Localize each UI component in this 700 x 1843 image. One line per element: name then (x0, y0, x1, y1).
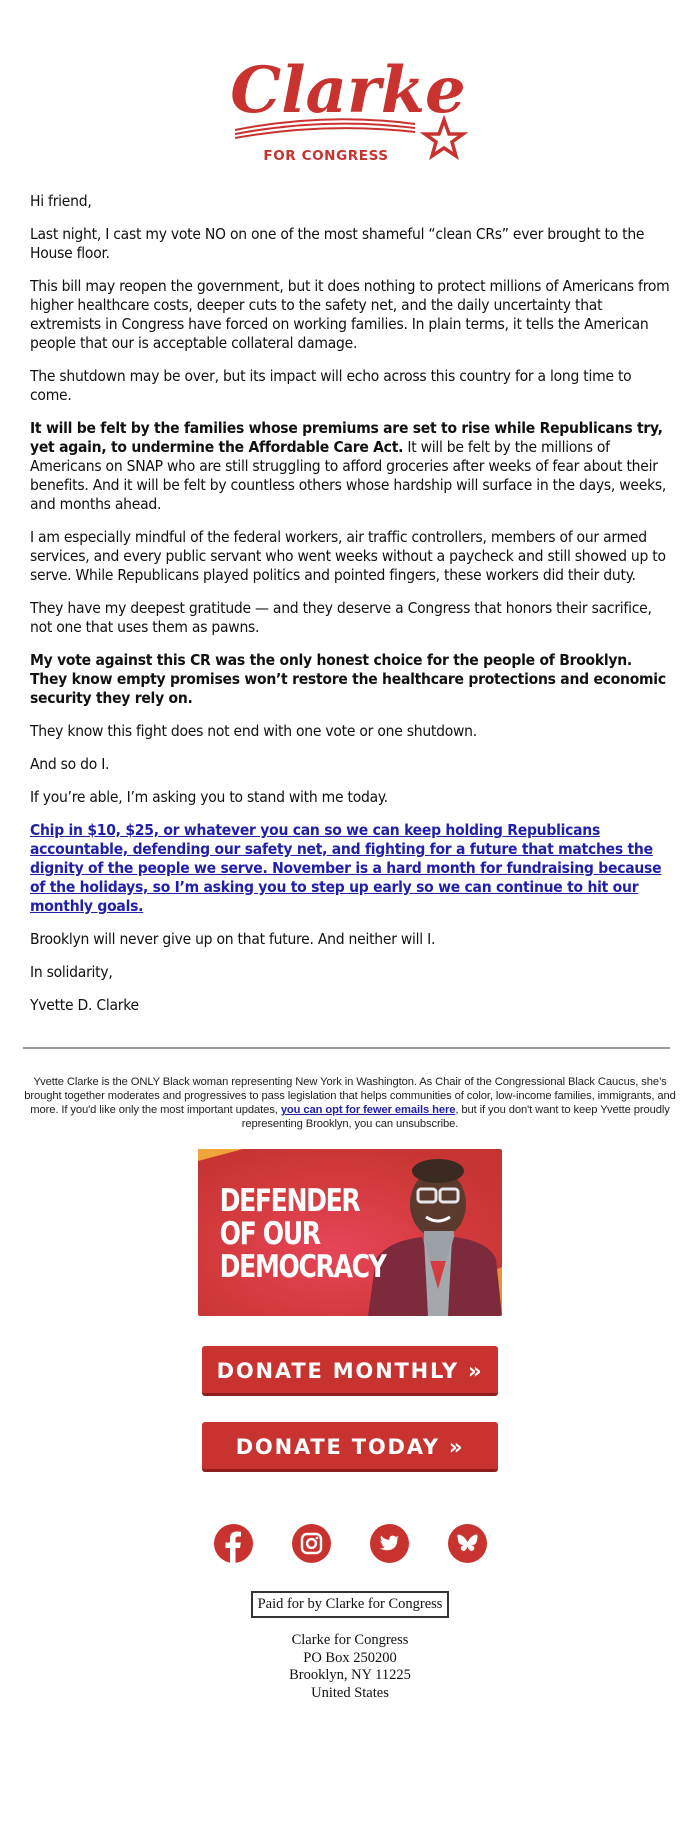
address-line-2: PO Box 250200 (303, 1649, 397, 1666)
disclaimer-text: Yvette Clarke is the ONLY Black woman representing New York in Washington. As Chair of the Congressional Black Caucus, she’s brought together moderates and progressives to pass legislation that helps communities of color, low-income families, immigrants, and more. If you'd like only the most important updates, (24, 1076, 676, 1116)
twitter-icon[interactable] (370, 1524, 409, 1563)
paragraph-2: This bill may reopen the government, but it does nothing to protect millions of Americans from higher healthcare costs, deeper cuts to the safety net, and the daily uncertainty that extremists in Congress have forced on working families. In plain terms, it tells the American people that our is acceptable collateral damage. (30, 277, 670, 352)
paragraph-4 (30, 419, 670, 514)
paragraph-7-bold: My vote against this CR was the only honest choice for the people of Brooklyn. They know empty promises won’t restore the healthcare protections and economic security they rely on. (30, 651, 666, 707)
cta-paragraph (30, 821, 670, 916)
donate-monthly-button[interactable]: DONATE MONTHLY » (202, 1346, 498, 1396)
paragraph-8: They know this fight does not end with one vote or one shutdown. (30, 722, 477, 740)
paragraph-9: And so do I. (30, 755, 110, 773)
logo-tagline: FOR CONGRESS (263, 148, 389, 164)
address-line-1: Clarke for Congress (291, 1632, 409, 1648)
footer-disclaimer (0, 1049, 700, 1131)
paragraph-1: Last night, I cast my vote NO on one of the most shameful “clean CRs” ever brought to the House floor. (30, 225, 645, 262)
mailing-address (0, 1632, 700, 1702)
banner-line-1: DEFENDER (219, 1182, 360, 1219)
paragraph-4-rest: It will be felt by the millions of Americans on SNAP who are still struggling to afford groceries after weeks of fear about their benefits. And it will be felt by countless others whose hardship will surface in the days, weeks, and months ahead. (30, 438, 667, 513)
paragraph-5: I am especially mindful of the federal workers, air traffic controllers, members of our armed services, and every public servant who went weeks without a paycheck and still showed up to serve. While Republicans played politics and pointed fingers, these workers did their duty. (30, 528, 666, 584)
defender-of-democracy-banner[interactable] (198, 1149, 502, 1316)
greeting: Hi friend, (30, 192, 92, 210)
instagram-icon[interactable] (292, 1524, 331, 1563)
social-links (0, 1524, 700, 1563)
fewer-emails-link[interactable]: you can opt for fewer emails here (280, 1104, 456, 1116)
letter-body (0, 192, 700, 1015)
banner-line-3: DEMOCRACY (219, 1248, 386, 1285)
address-line-3: Brooklyn, NY 11225 (289, 1667, 411, 1683)
facebook-icon[interactable] (214, 1524, 253, 1563)
bluesky-icon[interactable] (448, 1524, 487, 1563)
clarke-for-congress-logo (230, 0, 470, 170)
signature: Yvette D. Clarke (30, 996, 139, 1014)
paragraph-3: The shutdown may be over, but its impact will echo across this country for a long time to come. (30, 367, 632, 404)
disclaimer-text-end: , but if you don't want to keep Yvette proudly representing Brooklyn, you can unsubscribe. (241, 1104, 670, 1130)
address-line-4: United States (311, 1684, 389, 1701)
banner-line-2: OF OUR (219, 1215, 320, 1252)
donate-today-button[interactable]: DONATE TODAY » (202, 1422, 498, 1472)
chip-in-donate-link[interactable]: Chip in $10, $25, or whatever you can so we can keep holding Republicans accountable, defending our safety net, and fighting for a future that matches the dignity of the people we serve. November is a hard month for fundraising because of the holidays, so I’m asking you to step up early so we can continue to hit our monthly goals. (30, 821, 662, 915)
paragraph-7 (30, 651, 670, 708)
paid-for-by-notice: Paid for by Clarke for Congress (251, 1591, 450, 1618)
logo-wordmark: Clarke (230, 53, 466, 128)
paragraph-6: They have my deepest gratitude — and they deserve a Congress that honors their sacrifice, not one that uses them as pawns. (30, 599, 652, 636)
paragraph-4-bold: It will be felt by the families whose premiums are set to rise while Republicans try, yet again, to undermine the Affordable Care Act. (30, 419, 663, 456)
paragraph-10: If you’re able, I’m asking you to stand with me today. (30, 788, 388, 806)
signoff: In solidarity, (30, 963, 113, 981)
paragraph-11: Brooklyn will never give up on that future. And neither will I. (30, 930, 436, 948)
